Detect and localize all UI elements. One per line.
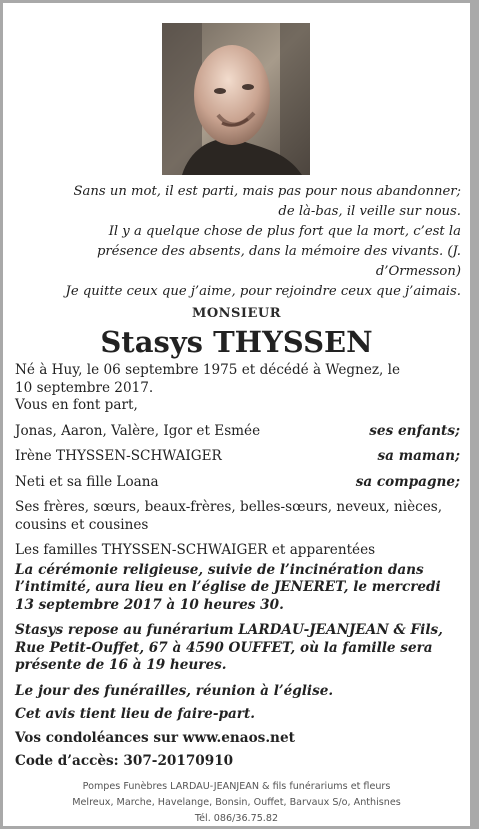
relatives-line: Ses frères, sœurs, beaux-frères, belles-sœurs, neveux, nièces,	[15, 499, 443, 515]
announce-line: Vous en font part,	[15, 397, 138, 413]
funeral-home-footer	[3, 779, 470, 827]
birth-death-line: Né à Huy, le 06 septembre 1975 et décédé à Wegnez, le	[15, 362, 401, 378]
poem-line: présence des absents, dans la mémoire des vivants. (J.	[96, 244, 461, 259]
poem-line: Je quitte ceux que j’aime, pour rejoindre ceux que j’aimais.	[65, 284, 461, 299]
ceremony-line: l’intimité, aura lieu en l’église de JENERET, le mercredi	[15, 579, 441, 595]
footer-line: Pompes Funèbres LARDAU-JEANJEAN & fils funérariums et fleurs	[82, 781, 391, 792]
family-names: Neti et sa fille Loana	[15, 473, 159, 490]
ceremony-line: La cérémonie religieuse, suivie de l’incinération dans	[15, 561, 424, 578]
footer-line: Melreux, Marche, Havelange, Bonsin, Ouffet, Barvaux S/o, Anthisnes	[72, 797, 401, 808]
poem-line: Sans un mot, il est parti, mais pas pour nous abandonner;	[73, 184, 461, 199]
poem	[43, 182, 461, 302]
poem-line: de là-bas, il veille sur nous.	[278, 204, 461, 219]
faire-part-line: Cet avis tient lieu de faire-part.	[15, 706, 255, 722]
portrait-photo	[162, 23, 310, 175]
family-names: Irène THYSSEN-SCHWAIGER	[15, 448, 222, 464]
condolences-line: Vos condoléances sur www.enaos.net	[15, 729, 295, 746]
family-row	[15, 474, 460, 492]
family-row	[15, 423, 460, 441]
deceased-name: Stasys THYSSEN	[100, 325, 373, 359]
family-names: Jonas, Aaron, Valère, Igor et Esmée	[15, 422, 261, 439]
access-code-line: Code d’accès: 307-20170910	[15, 753, 234, 769]
obituary-card	[3, 3, 470, 826]
ceremony-line: 13 septembre 2017 à 10 heures 30.	[15, 596, 284, 613]
rest-line: Stasys repose au funérarium LARDAU-JEANJEAN & Fils,	[15, 622, 443, 638]
poem-line: Il y a quelque chose de plus fort que la mort, c’est la	[108, 224, 461, 239]
rest-line: présente de 16 à 19 heures.	[15, 657, 227, 673]
families-line: Les familles THYSSEN-SCHWAIGER et apparentées	[15, 542, 376, 558]
obituary-body	[15, 362, 460, 771]
poem-line: d’Ormesson)	[375, 264, 461, 279]
reunion-line: Le jour des funérailles, réunion à l’église.	[15, 682, 334, 699]
footer-line: Tél. 086/36.75.82	[194, 813, 279, 824]
relatives-line: cousins et cousines	[15, 516, 149, 533]
family-relation: sa compagne;	[355, 473, 460, 490]
rest-line: Rue Petit-Ouffet, 67 à 4590 OUFFET, où la famille sera	[15, 639, 433, 656]
family-relation: sa maman;	[377, 448, 460, 464]
family-row	[15, 448, 460, 466]
portrait-image	[162, 23, 310, 175]
honorific-title: MONSIEUR	[191, 306, 282, 321]
birth-death-line: 10 septembre 2017.	[15, 379, 154, 396]
family-relation: ses enfants;	[369, 422, 460, 439]
